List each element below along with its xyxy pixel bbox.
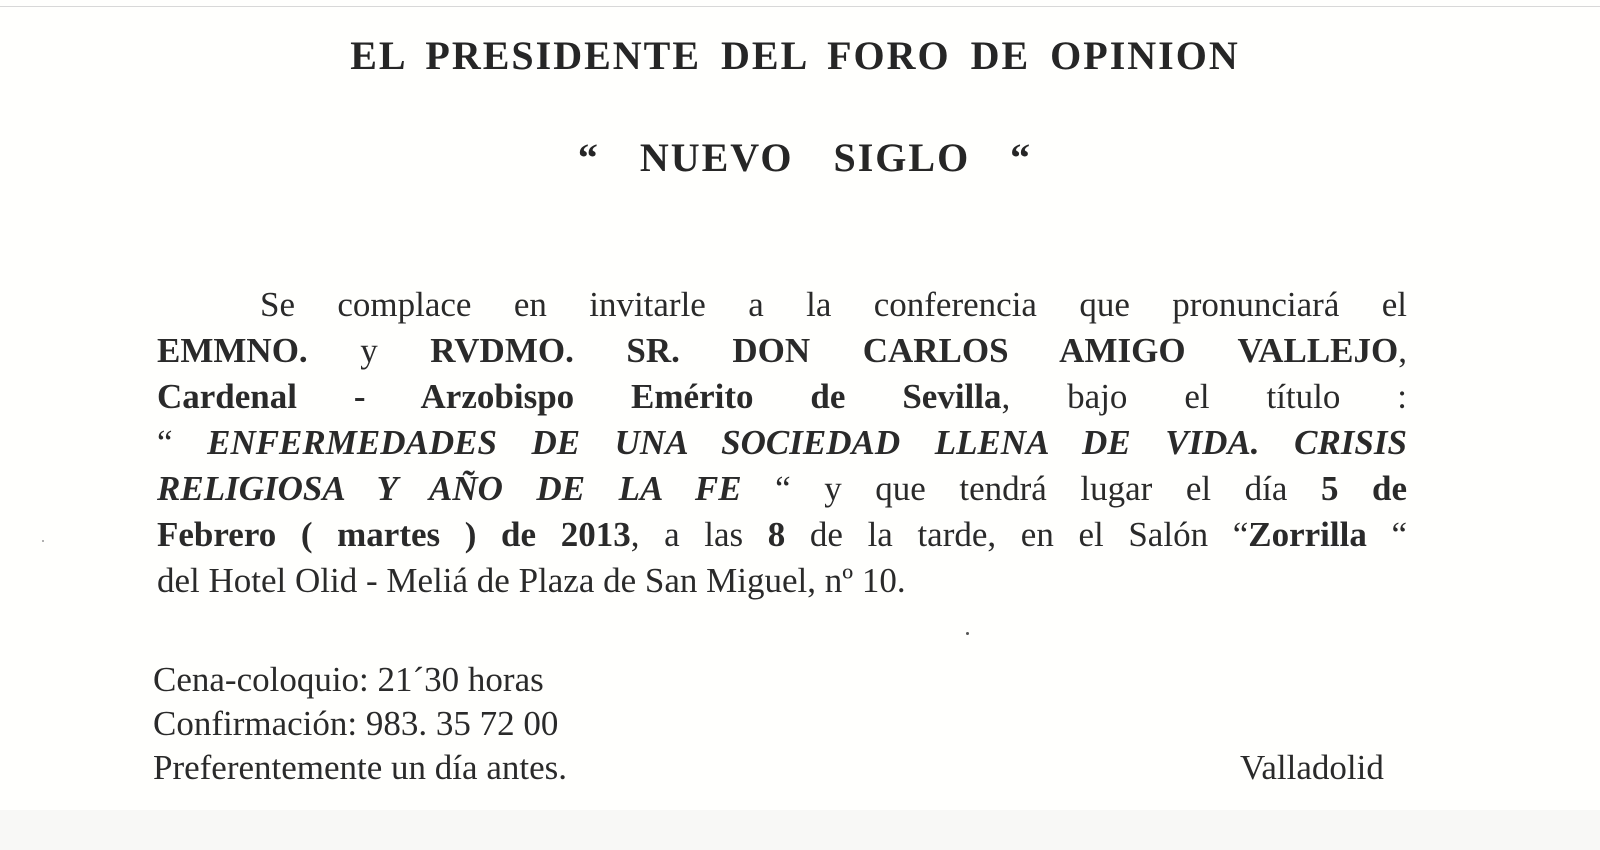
heading-subtitle: “ NUEVO SIGLO “ xyxy=(577,135,1033,180)
venue-room: Zorrilla xyxy=(1248,515,1367,554)
close-quote: “ xyxy=(1366,515,1407,554)
date-day: 5 de xyxy=(1320,469,1407,508)
bottom-margin xyxy=(0,810,1600,850)
scan-speck xyxy=(42,540,44,542)
body-text-1: Se complace en invitarle a la conferencia que pronunciará el xyxy=(260,285,1407,324)
venue-intro: de la tarde, en el Salón “ xyxy=(785,515,1249,554)
confirmation-phone: Confirmación: 983. 35 72 00 xyxy=(153,704,559,743)
date-intro: “ y que tendrá lugar el día xyxy=(741,469,1321,508)
time-intro: , a las xyxy=(630,515,768,554)
venue-address: del Hotel Olid - Meliá de Plaza de San Miguel, nº 10. xyxy=(157,561,906,600)
date-month-year: Febrero ( martes ) de 2013 xyxy=(157,515,631,554)
title-intro: , bajo el título : xyxy=(1001,377,1408,416)
scan-speck xyxy=(966,632,969,635)
heading-title: EL PRESIDENTE DEL FORO DE OPINION xyxy=(350,33,1240,78)
invitation-body xyxy=(157,282,1407,604)
speaker-name: RVDMO. SR. DON CARLOS AMIGO VALLEJO xyxy=(430,331,1399,370)
body-line-5 xyxy=(157,466,1407,512)
dinner-time: Cena-coloquio: 21´30 horas xyxy=(153,660,544,699)
open-quote: “ xyxy=(157,423,208,462)
time-hour: 8 xyxy=(767,515,786,554)
body-line-2 xyxy=(157,328,1407,374)
rsvp-note: Preferentemente un día antes. xyxy=(153,748,567,787)
title-emmno: EMMNO. xyxy=(157,331,308,370)
body-line-6 xyxy=(157,512,1407,558)
city-name: Valladolid xyxy=(1240,748,1384,787)
comma: , xyxy=(1398,331,1407,370)
body-line-4 xyxy=(157,420,1407,466)
footer-details xyxy=(153,658,567,790)
body-line-7 xyxy=(157,558,1407,604)
top-edge-line xyxy=(0,6,1600,7)
lecture-title-part2: RELIGIOSA Y AÑO DE LA FE xyxy=(157,469,742,508)
speaker-role: Cardenal - Arzobispo Emérito de Sevilla xyxy=(157,377,1002,416)
body-line-1 xyxy=(157,282,1407,328)
body-line-3 xyxy=(157,374,1407,420)
conjunction-y: y xyxy=(307,331,431,370)
lecture-title-part1: ENFERMEDADES DE UNA SOCIEDAD LLENA DE VIDA. CRISIS xyxy=(207,423,1407,462)
